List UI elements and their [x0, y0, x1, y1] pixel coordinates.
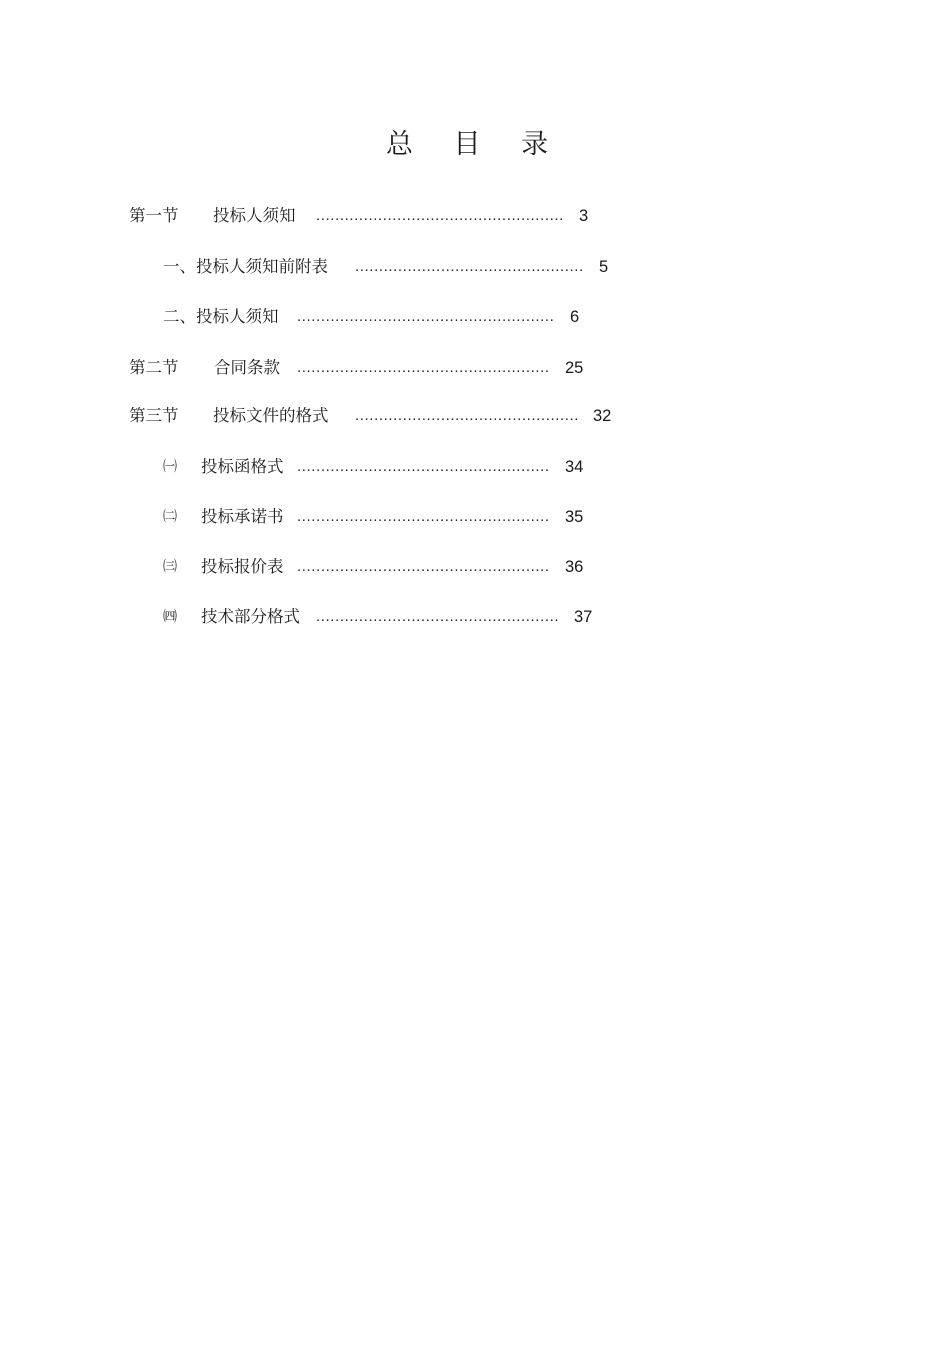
toc-leader-dots: ...................................................... — [297, 308, 555, 325]
toc-enclosed-numeral: ㈡ — [163, 509, 177, 525]
toc-page-number: 6 — [570, 308, 580, 326]
toc-entry-label: 投标报价表 — [201, 557, 284, 576]
toc-page-number: 35 — [565, 508, 584, 526]
toc-leader-dots: .................................................... — [316, 207, 564, 224]
toc-leader-dots: ..................................................... — [297, 359, 550, 376]
toc-section-prefix: 第二节 — [129, 358, 179, 377]
toc-entry-label: 投标函格式 — [201, 457, 284, 476]
toc-leader-dots: ..................................................... — [297, 508, 550, 525]
toc-entry-label: 二、投标人须知 — [163, 307, 279, 326]
toc-entry-label: 合同条款 — [214, 358, 280, 377]
toc-entry-label: 技术部分格式 — [201, 607, 300, 626]
toc-leader-dots: ................................................... — [316, 608, 560, 625]
toc-entry-label: 投标人须知 — [213, 206, 296, 225]
toc-enclosed-numeral: ㈢ — [163, 559, 177, 575]
toc-page-number: 25 — [565, 359, 584, 377]
toc-page-number: 34 — [565, 458, 584, 476]
toc-entry-label: 投标承诺书 — [201, 507, 284, 526]
page-title: 总 目 录 — [385, 129, 565, 160]
toc-page-number: 37 — [574, 608, 593, 626]
toc-leader-dots: ................................................ — [355, 258, 584, 275]
toc-entry-label: 投标文件的格式 — [213, 406, 329, 425]
toc-entry-label: 一、投标人须知前附表 — [163, 257, 328, 276]
toc-page-number: 3 — [579, 207, 589, 225]
toc-leader-dots: ..................................................... — [297, 558, 550, 575]
toc-leader-dots: ..................................................... — [297, 458, 550, 475]
toc-section-prefix: 第三节 — [129, 406, 179, 425]
toc-page-number: 36 — [565, 558, 584, 576]
toc-page-number: 32 — [593, 407, 612, 425]
toc-enclosed-numeral: ㈠ — [163, 459, 177, 475]
toc-page-number: 5 — [599, 258, 609, 276]
toc-section-prefix: 第一节 — [129, 206, 179, 225]
toc-leader-dots: ............................................... — [355, 407, 580, 424]
toc-enclosed-numeral: ㈣ — [163, 609, 177, 625]
